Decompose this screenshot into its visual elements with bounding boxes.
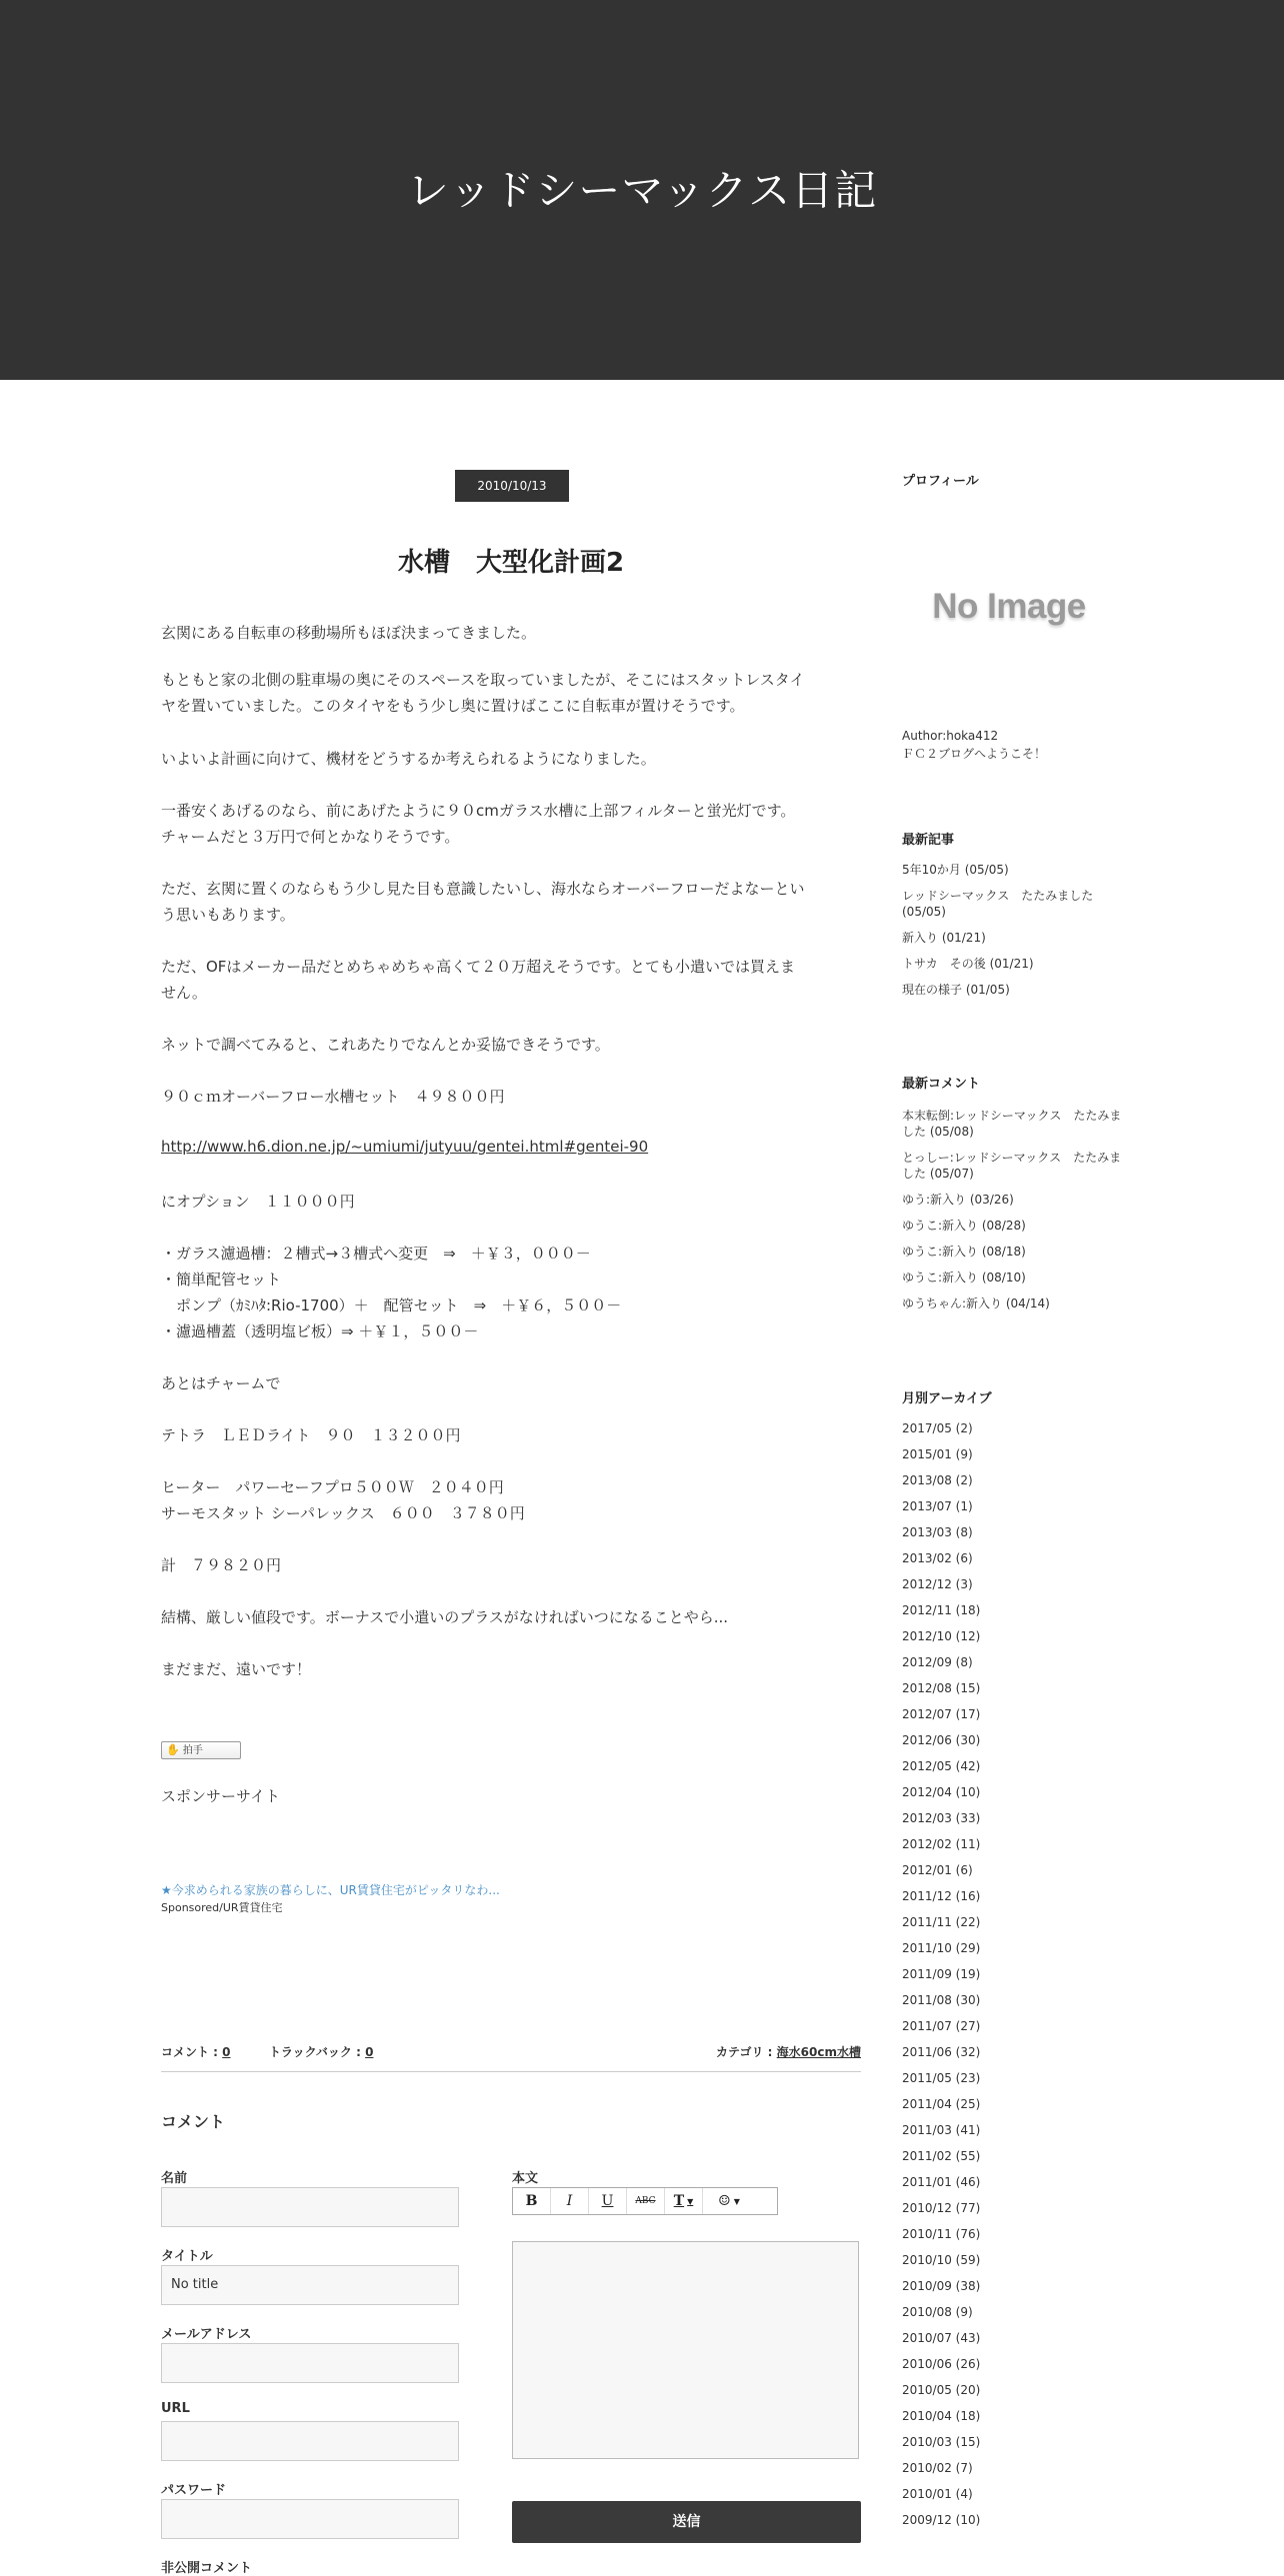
recent-comments-list bbox=[902, 1108, 1122, 1321]
entry-body-line: ネットで調べてみると、これあたりでなんとか妥協できそうです。 bbox=[161, 1036, 610, 1054]
recent-comment-item[interactable]: ゆう:新入り (03/26) bbox=[902, 1193, 1014, 1207]
profile-author: Author:hoka412 bbox=[902, 729, 999, 743]
archive-item[interactable]: 2012/07 (17) bbox=[902, 1707, 981, 1721]
recent-post-item[interactable]: レッドシーマックス たたみました (05/05) bbox=[902, 889, 1094, 919]
archive-item[interactable]: 2011/11 (22) bbox=[902, 1915, 981, 1929]
archive-item[interactable]: 2011/03 (41) bbox=[902, 2123, 981, 2137]
archive-item[interactable]: 2011/06 (32) bbox=[902, 2045, 981, 2059]
entry-body-line: ・ガラス濾過槽：２槽式→３槽式へ変更 ⇒ ＋￥３，０００－ bbox=[161, 1245, 591, 1263]
archive-item[interactable]: 2011/01 (46) bbox=[902, 2175, 981, 2189]
category-label: カテゴリ : bbox=[715, 2045, 777, 2059]
archive-item[interactable]: 2011/10 (29) bbox=[902, 1941, 981, 1955]
trackback-count-label: トラックバック : bbox=[268, 2045, 366, 2059]
blog-title[interactable]: レッドシーマックス日記 bbox=[406, 166, 878, 215]
url-field[interactable] bbox=[161, 2421, 459, 2461]
archive-item[interactable]: 2010/04 (18) bbox=[902, 2409, 981, 2423]
sponsor-ad-link[interactable]: ★今求められる家族の暮らしに、UR賃貸住宅がピッタリなわ... bbox=[161, 1883, 500, 1897]
entry-body-line: せん。 bbox=[161, 984, 207, 1002]
secret-comment-label: 非公開コメント bbox=[161, 2561, 253, 2576]
entry-body-line: 玄関にある自転車の移動場所もほぼ決まってきました。 bbox=[161, 624, 537, 642]
entry-body-line: テトラ ＬＥＤライト ９０ １３２００円 bbox=[161, 1426, 461, 1444]
meta-divider bbox=[161, 2071, 861, 2072]
entry-body-line: にオプション １１０００円 bbox=[161, 1193, 355, 1211]
archive-item[interactable]: 2011/12 (16) bbox=[902, 1889, 981, 1903]
recent-comment-item[interactable]: ゆうちゃん:新入り (04/14) bbox=[902, 1296, 1050, 1310]
archive-item[interactable]: 2012/04 (10) bbox=[902, 1785, 981, 1799]
profile-heading: プロフィール bbox=[902, 474, 979, 489]
archive-item[interactable]: 2011/02 (55) bbox=[902, 2149, 981, 2163]
recent-post-item[interactable]: トサカ その後 (01/21) bbox=[902, 957, 1034, 971]
archive-item[interactable]: 2013/03 (8) bbox=[902, 1525, 973, 1539]
entry-body-line: ヤを置いていました。このタイヤをもう少し奥に置けばここに自転車が置けそうです。 bbox=[161, 697, 745, 715]
entry-body-line: ヒーター パワーセーフプロ５００Ｗ ２０４０円 bbox=[161, 1478, 504, 1496]
title-label: タイトル bbox=[161, 2249, 213, 2264]
archives-heading: 月別アーカイブ bbox=[902, 1391, 992, 1406]
archive-item[interactable]: 2011/09 (19) bbox=[902, 1967, 981, 1981]
archive-item[interactable]: 2010/10 (59) bbox=[902, 2253, 981, 2267]
entry-body-line: 結構、厳しい値段です。ボーナスで小遣いのプラスがなければいつになることやら... bbox=[161, 1608, 729, 1626]
archive-item[interactable]: 2010/08 (9) bbox=[902, 2305, 973, 2319]
recent-comment-item[interactable]: ゆうこ:新入り (08/10) bbox=[902, 1271, 1026, 1285]
password-field[interactable] bbox=[161, 2499, 459, 2539]
clap-icon: ✋ bbox=[166, 1743, 180, 1756]
title-field[interactable]: No title bbox=[161, 2265, 459, 2305]
entry-body-line: う思いもあります。 bbox=[161, 906, 295, 924]
archive-item[interactable]: 2011/08 (30) bbox=[902, 1993, 981, 2007]
name-field[interactable] bbox=[161, 2187, 459, 2227]
bold-icon[interactable]: B bbox=[513, 2188, 551, 2214]
body-label: 本文 bbox=[512, 2171, 539, 2186]
archive-item[interactable]: 2013/02 (6) bbox=[902, 1551, 973, 1565]
clap-label: 拍手 bbox=[182, 1745, 203, 1756]
archive-item[interactable]: 2012/09 (8) bbox=[902, 1655, 973, 1669]
archive-item[interactable]: 2012/12 (3) bbox=[902, 1577, 973, 1591]
entry-body-line: あとはチャームで bbox=[161, 1374, 281, 1392]
recent-comment-item[interactable]: とっしー:レッドシーマックス たたみました (05/07) bbox=[902, 1151, 1122, 1181]
entry-body-line: ポンプ（ｶﾐﾊﾀ:Rio-1700）＋ 配管セット ⇒ ＋￥６，５００－ bbox=[161, 1296, 622, 1314]
archive-item[interactable]: 2012/06 (30) bbox=[902, 1733, 981, 1747]
archive-item[interactable]: 2011/04 (25) bbox=[902, 2097, 981, 2111]
font-size-icon[interactable]: T ▼ bbox=[665, 2188, 703, 2214]
archive-item[interactable]: 2010/01 (4) bbox=[902, 2487, 973, 2501]
archive-item[interactable]: 2012/02 (11) bbox=[902, 1837, 981, 1851]
profile-no-image: No Image bbox=[932, 587, 1086, 626]
email-field[interactable] bbox=[161, 2343, 459, 2383]
recent-post-item[interactable]: 5年10か月 (05/05) bbox=[902, 863, 1009, 877]
entry-body-line: ただ、玄関に置くのならもう少し見た目も意識したいし、海水ならオーバーフローだよなーとい bbox=[161, 880, 805, 898]
archive-item[interactable]: 2011/07 (27) bbox=[902, 2019, 981, 2033]
url-label: URL bbox=[161, 2401, 190, 2416]
archive-item[interactable]: 2015/01 (9) bbox=[902, 1447, 973, 1461]
entry-body-link[interactable]: http://www.h6.dion.ne.jp/~umiumi/jutyuu/gentei.html#gentei-90 bbox=[161, 1138, 649, 1156]
strikethrough-icon[interactable]: ABC bbox=[627, 2188, 665, 2214]
entry-body-line: 一番安くあげるのなら、前にあげたように９０cmガラス水槽に上部フィルターと蛍光灯です。 bbox=[161, 802, 796, 820]
entry-category bbox=[716, 2043, 861, 2060]
entry-title[interactable]: 水槽 大型化計画2 bbox=[397, 548, 625, 578]
sponsor-heading: スポンサーサイト bbox=[161, 1787, 280, 1805]
clap-button[interactable] bbox=[161, 1741, 241, 1759]
comment-count-link[interactable]: 0 bbox=[222, 2045, 231, 2059]
underline-icon[interactable]: U bbox=[589, 2188, 627, 2214]
archive-item[interactable]: 2012/08 (15) bbox=[902, 1681, 981, 1695]
comment-body-textarea[interactable] bbox=[512, 2241, 859, 2459]
archive-item[interactable]: 2010/03 (15) bbox=[902, 2435, 981, 2449]
entry-body-line: ９０ｃｍオーバーフロー水槽セット ４９８００円 bbox=[161, 1088, 505, 1106]
category-link[interactable]: 海水60cm水槽 bbox=[776, 2045, 861, 2059]
archive-item[interactable]: 2010/11 (76) bbox=[902, 2227, 981, 2241]
comment-form-heading: コメント bbox=[161, 2112, 226, 2131]
archive-item[interactable]: 2017/05 (2) bbox=[902, 1421, 973, 1435]
archive-item[interactable]: 2012/11 (18) bbox=[902, 1603, 981, 1617]
archive-item[interactable]: 2012/10 (12) bbox=[902, 1629, 981, 1643]
password-label: パスワード bbox=[161, 2483, 227, 2498]
recent-comment-item[interactable]: 本末転倒:レッドシーマックス たたみました (05/08) bbox=[902, 1109, 1122, 1139]
blog-header bbox=[0, 0, 1284, 380]
entry-body-line: ただ、OFはメーカー品だとめちゃめちゃ高くて２０万超えそうです。とても小遣いでは買えま bbox=[161, 958, 795, 976]
editor-toolbar bbox=[512, 2187, 778, 2215]
entry-body-line: もともと家の北側の駐車場の奥にそのスペースを取っていましたが、そこにはスタットレスタイ bbox=[161, 671, 805, 689]
archives-list bbox=[902, 1420, 1122, 2538]
archive-item[interactable]: 2013/08 (2) bbox=[902, 1473, 973, 1487]
entry-body-line: ・簡単配管セット bbox=[161, 1271, 282, 1288]
entry-body-line: いよいよ計画に向けて、機材をどうするか考えられるようになりました。 bbox=[161, 750, 656, 768]
archive-item[interactable]: 2010/12 (77) bbox=[902, 2201, 981, 2215]
archive-item[interactable]: 2013/07 (1) bbox=[902, 1499, 973, 1513]
archive-item[interactable]: 2011/05 (23) bbox=[902, 2071, 981, 2085]
archive-item[interactable]: 2010/09 (38) bbox=[902, 2279, 981, 2293]
profile-welcome: ＦＣ２ブログへようこそ！ bbox=[902, 747, 1047, 761]
archive-item[interactable]: 2009/12 (10) bbox=[902, 2513, 981, 2527]
archive-item[interactable]: 2012/01 (6) bbox=[902, 1863, 973, 1877]
submit-button[interactable]: 送信 bbox=[512, 2501, 861, 2543]
entry-meta-counts bbox=[161, 2043, 373, 2060]
recent-posts-heading: 最新記事 bbox=[902, 833, 955, 848]
comment-count-label: コメント : bbox=[161, 2045, 223, 2059]
entry-body-line: まだまだ、遠いです！ bbox=[161, 1660, 312, 1678]
entry-body-line: 計 ７９８２０円 bbox=[161, 1556, 282, 1574]
recent-comment-item[interactable]: ゆうこ:新入り (08/28) bbox=[902, 1219, 1026, 1233]
archive-item[interactable]: 2010/07 (43) bbox=[902, 2331, 981, 2345]
emoji-icon[interactable]: ☺ ▼ bbox=[718, 2193, 740, 2209]
email-label: メールアドレス bbox=[161, 2327, 252, 2342]
archive-item[interactable]: 2012/05 (42) bbox=[902, 1759, 981, 1773]
archive-item[interactable]: 2010/02 (7) bbox=[902, 2461, 973, 2475]
trackback-count-link[interactable]: 0 bbox=[365, 2045, 374, 2059]
recent-comment-item[interactable]: ゆうこ:新入り (08/18) bbox=[902, 1245, 1026, 1259]
entry-date-badge: 2010/10/13 bbox=[455, 470, 569, 502]
entry-body-line: チャームだと３万円で何とかなりそうです。 bbox=[161, 828, 460, 846]
entry-body-line: サーモスタット シーパレックス ６００ ３７８０円 bbox=[161, 1504, 525, 1522]
recent-posts-list bbox=[902, 862, 1122, 1008]
entry-body-line: ・濾過槽蓋（透明塩ビ板）⇒ ＋￥１，５００－ bbox=[161, 1322, 479, 1340]
name-label: 名前 bbox=[161, 2171, 188, 2186]
sponsor-credit: Sponsored/UR賃貸住宅 bbox=[161, 1901, 283, 1914]
archive-item[interactable]: 2010/05 (20) bbox=[902, 2383, 981, 2397]
archive-item[interactable]: 2010/06 (26) bbox=[902, 2357, 981, 2371]
recent-post-item[interactable]: 新入り (01/21) bbox=[902, 931, 986, 945]
italic-icon[interactable]: I bbox=[551, 2188, 589, 2214]
recent-post-item[interactable]: 現在の様子 (01/05) bbox=[902, 983, 1010, 997]
archive-item[interactable]: 2012/03 (33) bbox=[902, 1811, 981, 1825]
recent-comments-heading: 最新コメント bbox=[902, 1077, 981, 1092]
